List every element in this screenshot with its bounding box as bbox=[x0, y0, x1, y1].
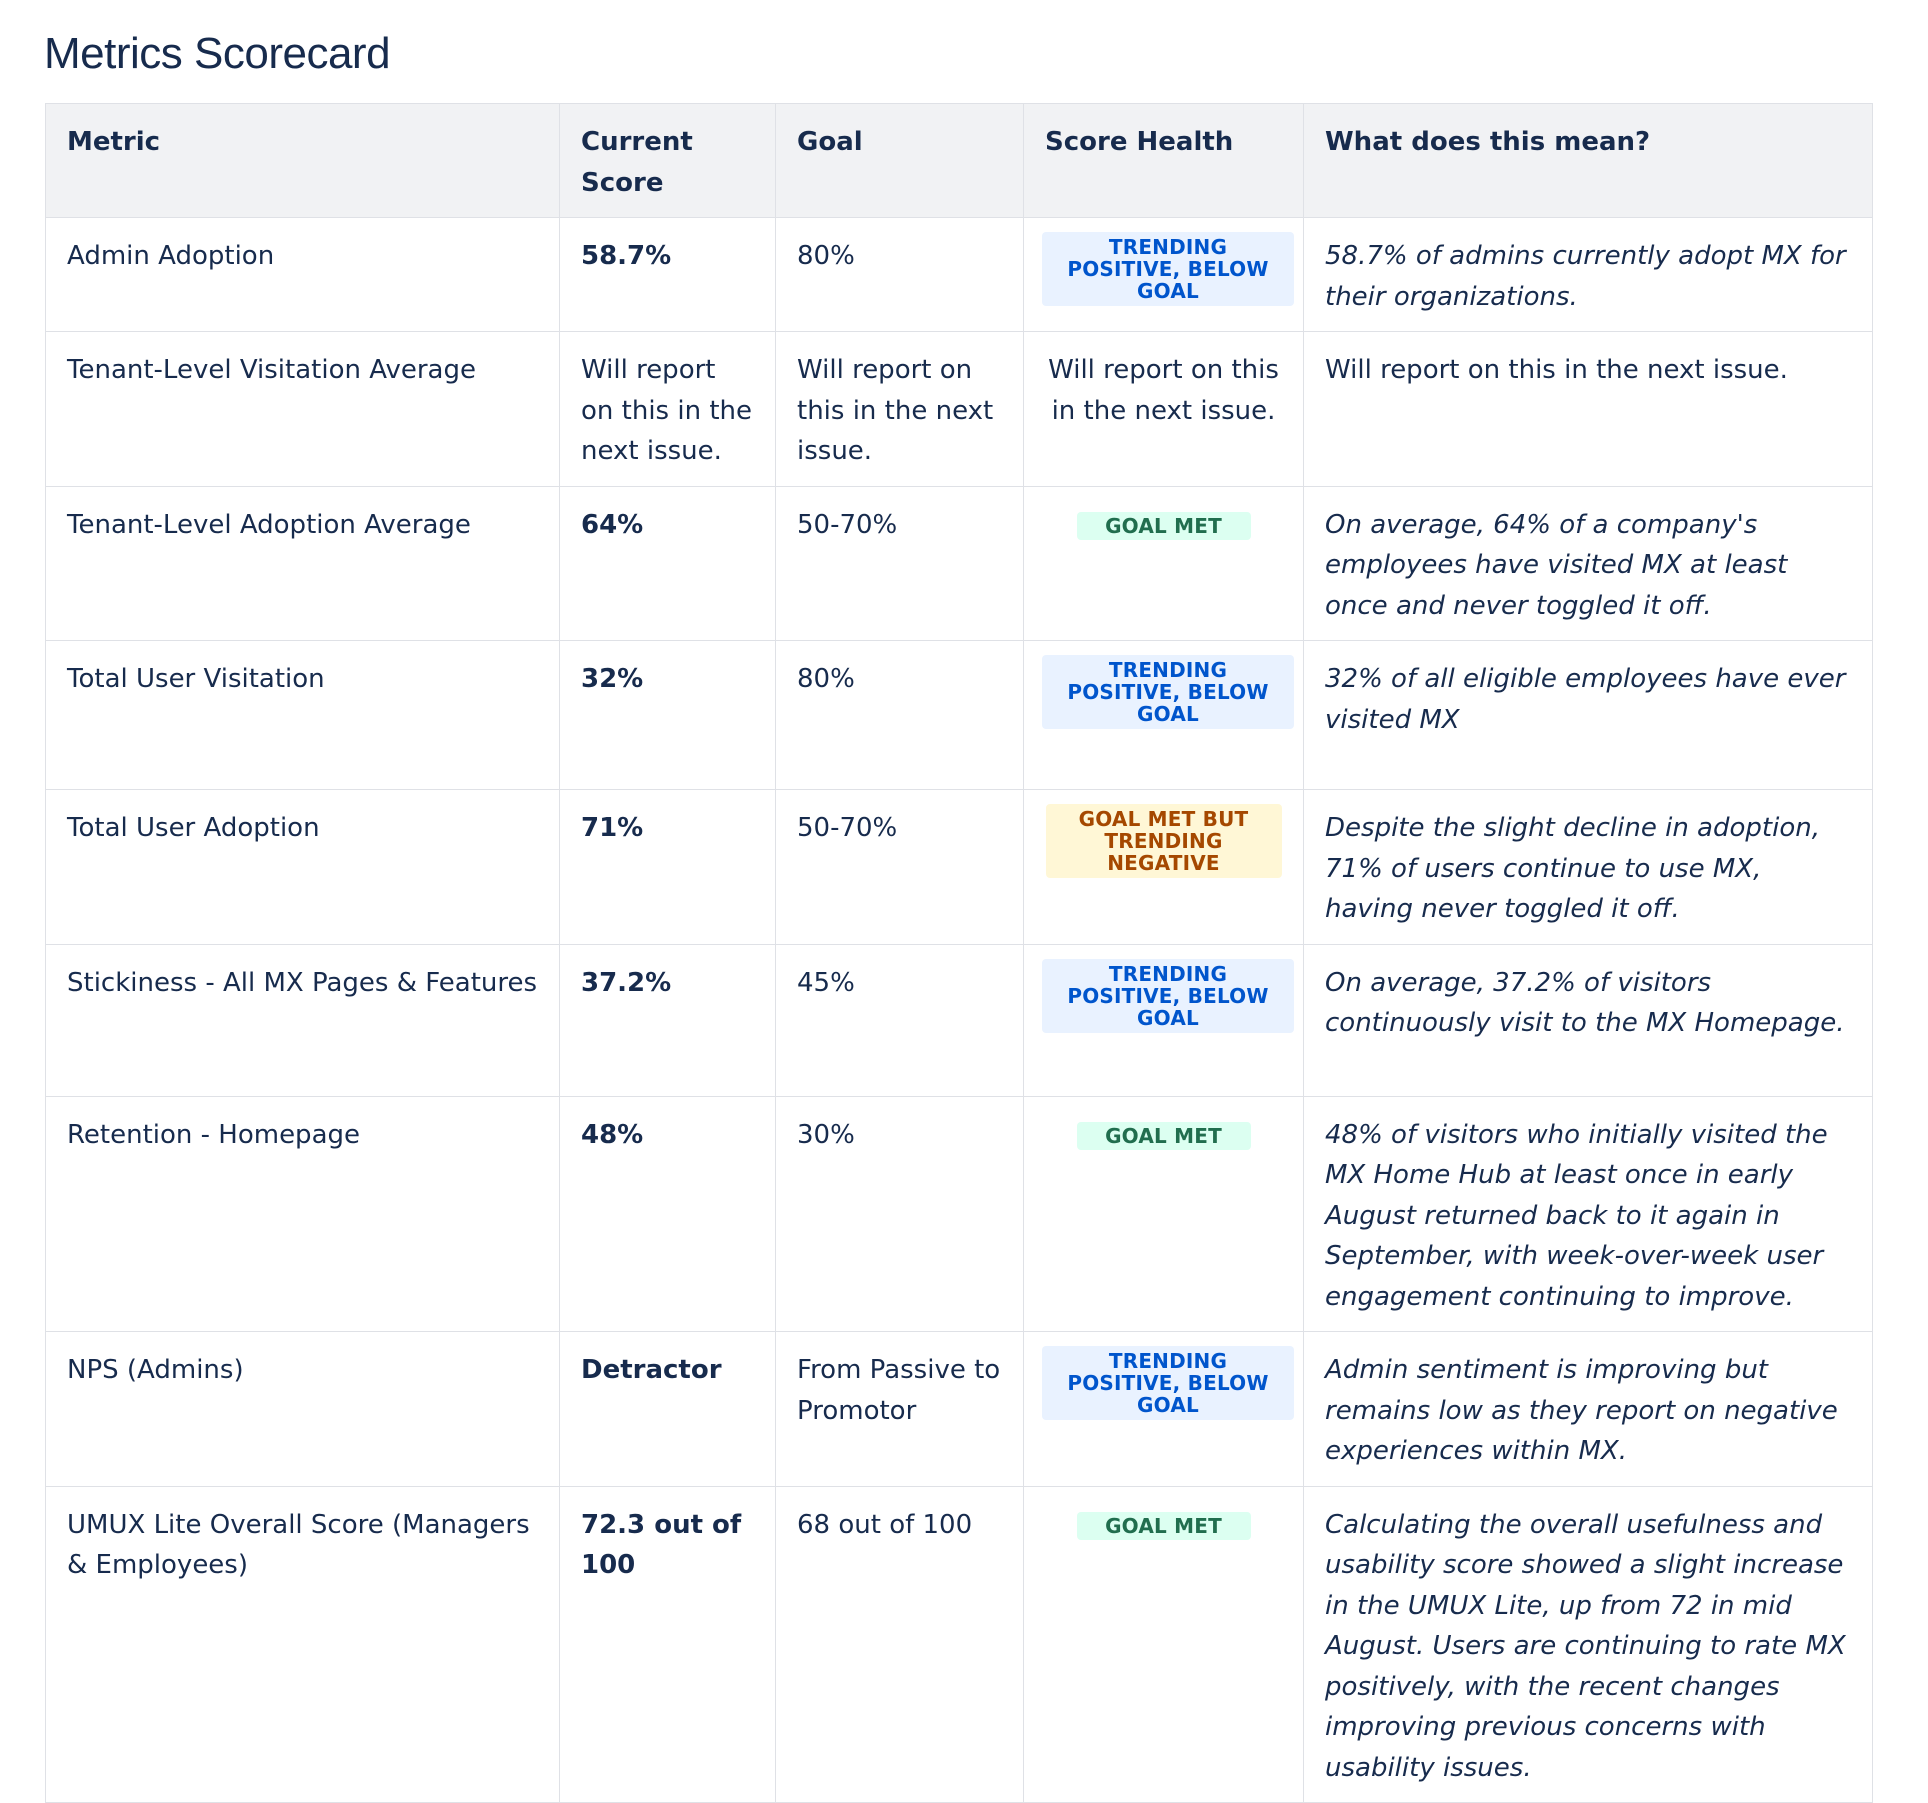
current-score-cell: 48% bbox=[560, 1096, 776, 1332]
header-goal: Goal bbox=[776, 104, 1024, 218]
meaning-cell: Admin sentiment is improving but remains low as they report on negative experiences within MX. bbox=[1304, 1332, 1873, 1487]
current-score-cell: 64% bbox=[560, 486, 776, 641]
table-row bbox=[46, 218, 1873, 332]
header-metric: Metric bbox=[46, 104, 560, 218]
current-score-cell: 71% bbox=[560, 790, 776, 945]
metric-cell: Total User Adoption bbox=[46, 790, 560, 945]
goal-cell: 68 out of 100 bbox=[776, 1486, 1024, 1803]
current-score-cell: 72.3 out of 100 bbox=[560, 1486, 776, 1803]
status-badge: TRENDING POSITIVE, BELOW GOAL bbox=[1042, 959, 1294, 1033]
meaning-cell: On average, 64% of a company's employees have visited MX at least once and never toggled it off. bbox=[1304, 486, 1873, 641]
metric-cell: Total User Visitation bbox=[46, 641, 560, 790]
goal-cell: 30% bbox=[776, 1096, 1024, 1332]
status-badge: GOAL MET BUT TRENDING NEGATIVE bbox=[1046, 804, 1282, 878]
current-score-cell: 37.2% bbox=[560, 944, 776, 1096]
goal-cell: 50-70% bbox=[776, 790, 1024, 945]
table-row bbox=[46, 944, 1873, 1096]
goal-cell: Will report on this in the next issue. bbox=[776, 332, 1024, 487]
meaning-cell: On average, 37.2% of visitors continuously visit to the MX Homepage. bbox=[1304, 944, 1873, 1096]
current-score-cell: Will report on this in the next issue. bbox=[560, 332, 776, 487]
status-badge: GOAL MET bbox=[1077, 512, 1251, 540]
metric-cell: Tenant-Level Adoption Average bbox=[46, 486, 560, 641]
table-header-row bbox=[46, 104, 1873, 218]
table-row bbox=[46, 1096, 1873, 1332]
table-row bbox=[46, 641, 1873, 790]
score-health-cell bbox=[1024, 790, 1304, 945]
metric-cell: Admin Adoption bbox=[46, 218, 560, 332]
metric-cell: Stickiness - All MX Pages & Features bbox=[46, 944, 560, 1096]
current-score-cell: 58.7% bbox=[560, 218, 776, 332]
score-health-cell bbox=[1024, 944, 1304, 1096]
status-badge: TRENDING POSITIVE, BELOW GOAL bbox=[1042, 232, 1294, 306]
score-health-cell bbox=[1024, 1096, 1304, 1332]
meaning-cell: 58.7% of admins currently adopt MX for their organizations. bbox=[1304, 218, 1873, 332]
score-health-cell: Will report on this in the next issue. bbox=[1024, 332, 1304, 487]
table-row bbox=[46, 332, 1873, 487]
status-badge: TRENDING POSITIVE, BELOW GOAL bbox=[1042, 1346, 1294, 1420]
score-health-cell bbox=[1024, 1332, 1304, 1487]
table-row bbox=[46, 1486, 1873, 1803]
goal-cell: 80% bbox=[776, 641, 1024, 790]
meaning-cell: Calculating the overall usefulness and usability score showed a slight increase in the UMUX Lite, up from 72 in mid August. Users are continuing to rate MX positively, with the recent changes improving previous concerns with usability issues. bbox=[1304, 1486, 1873, 1803]
header-score-health: Score Health bbox=[1024, 104, 1304, 218]
meaning-cell: 32% of all eligible employees have ever visited MX bbox=[1304, 641, 1873, 790]
score-health-cell bbox=[1024, 641, 1304, 790]
table-row bbox=[46, 1332, 1873, 1487]
score-health-cell bbox=[1024, 218, 1304, 332]
score-health-cell bbox=[1024, 486, 1304, 641]
goal-cell: 80% bbox=[776, 218, 1024, 332]
table-row bbox=[46, 790, 1873, 945]
status-badge: GOAL MET bbox=[1077, 1122, 1251, 1150]
metric-cell: UMUX Lite Overall Score (Managers & Employees) bbox=[46, 1486, 560, 1803]
header-meaning: What does this mean? bbox=[1304, 104, 1873, 218]
table-row bbox=[46, 486, 1873, 641]
status-badge: TRENDING POSITIVE, BELOW GOAL bbox=[1042, 655, 1294, 729]
current-score-cell: 32% bbox=[560, 641, 776, 790]
metric-cell: Retention - Homepage bbox=[46, 1096, 560, 1332]
status-badge: GOAL MET bbox=[1077, 1512, 1251, 1540]
goal-cell: From Passive to Promotor bbox=[776, 1332, 1024, 1487]
goal-cell: 45% bbox=[776, 944, 1024, 1096]
page-title: Metrics Scorecard bbox=[44, 29, 391, 78]
metrics-scorecard-table bbox=[45, 103, 1873, 1803]
meaning-cell: Despite the slight decline in adoption, 71% of users continue to use MX, having never toggled it off. bbox=[1304, 790, 1873, 945]
meaning-cell: Will report on this in the next issue. bbox=[1304, 332, 1873, 487]
metric-cell: NPS (Admins) bbox=[46, 1332, 560, 1487]
metric-cell: Tenant-Level Visitation Average bbox=[46, 332, 560, 487]
current-score-cell: Detractor bbox=[560, 1332, 776, 1487]
goal-cell: 50-70% bbox=[776, 486, 1024, 641]
meaning-cell: 48% of visitors who initially visited the MX Home Hub at least once in early August returned back to it again in September, with week-over-week user engagement continuing to improve. bbox=[1304, 1096, 1873, 1332]
score-health-cell bbox=[1024, 1486, 1304, 1803]
header-current-score: Current Score bbox=[560, 104, 776, 218]
